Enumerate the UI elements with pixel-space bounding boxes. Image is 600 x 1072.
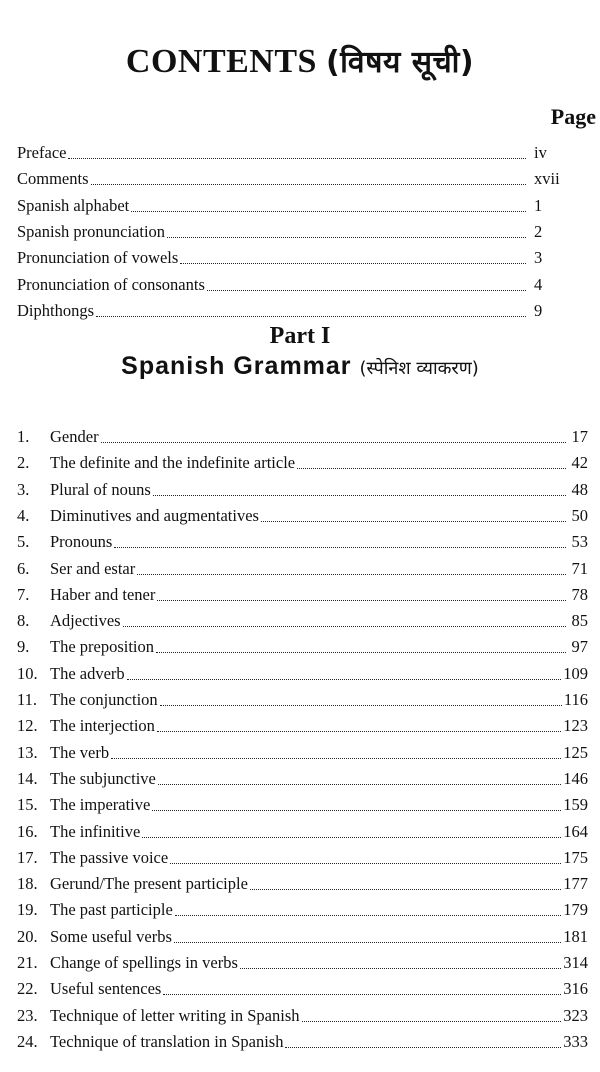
entry-title: Adjectives [50,611,121,631]
dot-leader [156,652,566,653]
dot-leader [175,915,561,916]
chapter-number: 15. [17,795,38,815]
dot-leader [114,547,566,548]
dot-leader [180,263,526,264]
dot-leader [170,863,561,864]
page-number: iv [534,143,547,162]
page-number: 177 [563,874,588,894]
dot-leader [302,1021,562,1022]
dot-leader [207,290,526,291]
page-number: 2 [534,221,543,241]
chapter-number: 7. [17,584,30,604]
chapter-number: 3. [17,479,30,499]
dot-leader [157,731,561,732]
chapter-entry[interactable] [17,742,588,764]
dot-leader [111,758,561,759]
dot-leader [297,468,566,469]
chapter-entry[interactable] [17,794,588,816]
page-number: 116 [563,690,588,709]
page-number: 4 [534,274,543,294]
page-number: 323 [563,1005,588,1025]
chapter-entry[interactable] [17,452,588,474]
chapter-entry[interactable] [17,689,588,711]
chapter-number: 18. [17,874,38,894]
entry-title: Pronouns [50,532,113,552]
entry-title: Diminutives and augmentatives [50,505,259,525]
dot-leader [123,626,566,627]
chapter-entry[interactable] [17,1005,588,1027]
chapter-number: 8. [17,611,30,631]
entry-title: Diphthongs [17,300,95,320]
chapter-number: 24. [17,1031,38,1051]
chapter-number: 14. [17,768,38,788]
entry-title: The passive voice [50,847,169,867]
chapter-entry[interactable] [17,847,588,869]
dot-leader [261,521,566,522]
chapter-number: 23. [17,1005,38,1025]
entry-title: Ser and estar [50,558,136,578]
dot-leader [91,184,526,185]
chapter-number: 9. [17,637,30,657]
chapter-number: 16. [17,821,38,841]
dot-leader [142,837,561,838]
entry-title: The infinitive [50,821,141,841]
page-number: 109 [563,663,588,683]
page-number: 1 [534,195,543,215]
chapter-number: 19. [17,900,38,920]
entry-title: The past participle [50,900,173,920]
entry-title: Pronunciation of vowels [17,248,179,268]
front-matter-entry[interactable] [17,221,588,243]
chapter-number: 5. [17,532,30,552]
chapter-entry[interactable] [17,663,588,685]
page-title [0,40,600,81]
entry-title: Spanish alphabet [17,195,130,215]
dot-leader [101,442,566,443]
entry-title: Preface [17,143,67,162]
page-number: 42 [571,453,588,473]
dot-leader [152,810,561,811]
page-number: 9 [534,300,543,320]
entry-title: Gerund/The present participle [50,874,248,894]
chapter-number: 20. [17,926,38,946]
chapter-number: 22. [17,979,38,999]
chapter-number: 13. [17,742,38,762]
dot-leader [174,942,561,943]
page-number: 175 [563,847,588,867]
entry-title: Haber and tener [50,584,156,604]
title-hindi-text: (विषय सूची) [325,45,475,80]
page-number: 50 [571,505,588,525]
chapter-entry[interactable] [17,531,588,553]
dot-leader [240,968,561,969]
chapter-number: 21. [17,953,38,972]
chapter-entry[interactable] [17,978,588,1000]
dot-leader [250,889,561,890]
dot-leader [153,495,566,496]
dot-leader [137,574,566,575]
page-number: 179 [563,900,588,920]
page-number: 97 [571,637,588,657]
entry-title: Useful sentences [50,979,162,999]
entry-title: Technique of translation in Spanish [50,1031,284,1051]
page-column-label: Page [550,104,596,129]
chapter-number: 10. [17,663,38,683]
section-heading [0,352,600,381]
page-number: 181 [563,926,588,946]
entry-title: The verb [50,742,110,762]
chapter-number: 11. [17,690,38,709]
page-number: 146 [563,768,588,788]
chapter-number: 1. [17,427,30,446]
entry-title: The definite and the indefinite article [50,453,296,473]
front-matter-entry[interactable] [17,195,588,217]
section-title-hindi: (स्पेनिश व्याकरण) [359,358,479,379]
dot-leader [158,784,561,785]
page-number: 71 [571,558,588,578]
page-number: 164 [563,821,588,841]
front-matter-entry[interactable] [17,247,588,269]
chapter-number: 4. [17,505,30,525]
entry-title: The conjunction [50,690,158,709]
entry-title: The subjunctive [50,768,156,788]
dot-leader [157,600,566,601]
title-text: CONTENTS [125,43,317,80]
chapter-entry[interactable] [17,636,588,658]
front-matter-entry[interactable] [17,142,588,164]
chapter-entry[interactable] [17,558,588,580]
page-number: 159 [563,795,588,815]
chapter-entry[interactable] [17,715,588,737]
dot-leader [163,994,561,995]
dot-leader [160,705,562,706]
dot-leader [96,316,526,317]
entry-title: The interjection [50,716,155,736]
page-number: 3 [534,248,543,268]
entry-title: Change of spellings in verbs [50,953,238,972]
dot-leader [285,1047,561,1048]
chapter-entry[interactable] [17,821,588,843]
entry-title: Spanish pronunciation [17,221,166,241]
chapter-entry[interactable] [17,926,588,948]
page-number: 123 [563,716,588,736]
page-number: 85 [571,611,588,631]
page-number: 333 [563,1031,588,1051]
entry-title: Pronunciation of consonants [17,274,205,294]
front-matter-entry[interactable] [17,274,588,296]
dot-leader [167,237,526,238]
chapter-entry[interactable] [17,952,588,974]
entry-title: Comments [17,169,89,189]
front-matter-entry[interactable] [17,168,588,190]
page-number: xvii [534,169,560,189]
chapter-number: 6. [17,558,30,578]
chapter-entry[interactable] [17,1031,588,1053]
chapter-entry[interactable] [17,873,588,895]
entry-title: Plural of nouns [50,479,151,499]
chapter-entry[interactable] [17,768,588,790]
dot-leader [131,211,526,212]
part-heading: Part I [269,323,331,349]
chapter-entry[interactable] [17,584,588,606]
dot-leader [68,158,526,159]
page-number: 314 [563,953,588,972]
entry-title: The preposition [50,637,155,657]
chapter-number: 12. [17,716,38,736]
chapter-entry[interactable] [17,505,588,527]
page-number: 125 [563,742,588,762]
entry-title: Gender [50,427,99,446]
page-number: 17 [571,427,588,446]
entry-title: The adverb [50,663,125,683]
dot-leader [127,679,562,680]
entry-title: Technique of letter writing in Spanish [50,1005,300,1025]
section-title: Spanish Grammar [121,352,352,380]
entry-title: The imperative [50,795,151,815]
page-number: 316 [563,979,588,999]
chapter-entry[interactable] [17,479,588,501]
page-number: 48 [571,479,588,499]
chapter-number: 2. [17,453,30,473]
chapter-entry[interactable] [17,426,588,448]
page-number: 78 [571,584,588,604]
entry-title: Some useful verbs [50,926,172,946]
front-matter-entry[interactable] [17,300,588,322]
page-number: 53 [571,532,588,552]
chapter-entry[interactable] [17,610,588,632]
chapter-entry[interactable] [17,899,588,921]
chapter-number: 17. [17,847,38,867]
